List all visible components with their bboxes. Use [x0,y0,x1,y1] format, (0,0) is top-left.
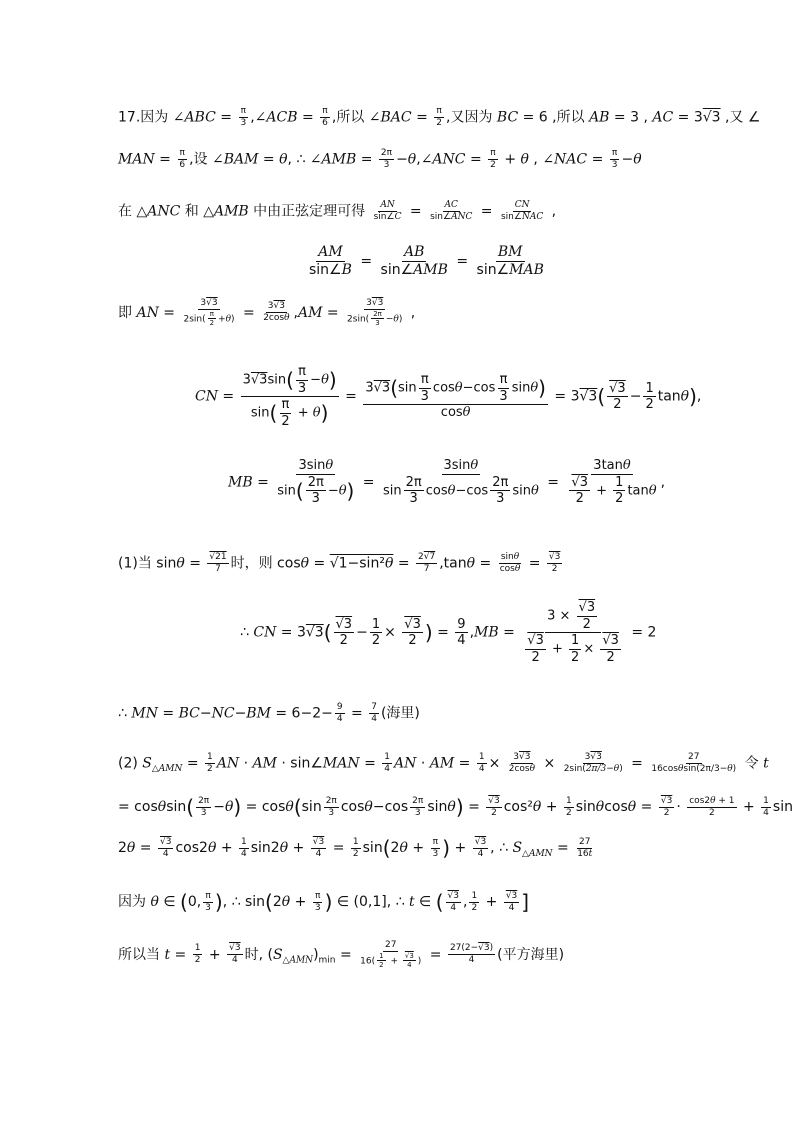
line-6: CN = 3√3sin( $\frac{\pi}{3}$ −θ) sin( $\frac{\pi}{2}$ + θ) = 3√3(sin $\frac{\pi}{3}$ cosθ−cos $\frac{\pi}{3}$ sinθ) cosθ = 3√3( $\frac{√3}{2}$ − $\frac{1}{2}$ tanθ), [195,364,702,429]
line-1: 17.因为 ∠ABC = $\frac{\pi}{3}$ ,∠ACB = $\frac{\pi}{6}$ ,所以 ∠BAC = $\frac{\pi}{2}$ ,又因为 BC = 6 ,所以 AB = 3 , AC = 3√3 ,又 ∠ [118,106,761,128]
unit-nautical-mile: 海里 [386,705,415,722]
line-10: ∴ MN = BC−NC−BM = 6−2− $\frac{9}{4}$ = $\frac{7}{4}$ (海里) [118,702,420,724]
line-9: ∴ CN = 3√3( $\frac{√3}{2}$ − $\frac{1}{2}$ × $\frac{√3}{2}$ ) = $\frac{9}{4}$ ,MB = 3 × $\frac{√3}{2}$ $\frac{√3}{2}$ + $\frac{1}{2}$ × $\frac{√3}{2}$ = 2 [240,600,657,665]
line-3: 在 △ANC 和 △AMB 中由正弦定理可得 $\frac{AN}{\sin\angle C}$ = $\frac{AC}{\text{sin∠ANC}}$ = $\frac{CN}{\text{sin∠NAC}}$ , [118,200,557,222]
line-14: 因为 θ ∈ (0, $\frac{\pi}{3}$ ), ∴ sin(2θ + $\frac{\pi}{3}$ ) ∈ (0,1], ∴ t ∈ ( $\frac{√3}{4}$ , $\frac{1}{2}$ + $\frac{√3}{4}$ ] [118,890,530,914]
line-5: 即 AN = 3√3 2sin( $\frac{\pi}{2}$ +θ) = $\frac{3√3}{2\cos\theta}$ ,AM = 3√3 2sin( $\frac{2\pi}{3}$ −θ) , [118,298,416,328]
line-11: (2) $S_{\triangle AMN}$ = $\frac{1}{2}$ AN · AM · sin∠MAN = $\frac{1}{4}$ AN · AM = $\frac{1}{4}$ × $\frac{3√3}{2\cos\theta}$ × $\frac{3√3}{2\sin(2\pi/3-\theta)}$ = $\frac{27}{16\cos\theta\sin(2\pi/3-\theta)}$ 令 t [118,752,769,775]
line-2: MAN = $\frac{\pi}{6}$ ,设 ∠BAM = θ, ∴ ∠AMB = $\frac{2\pi}{3}$ −θ,∠ANC = $\frac{\pi}{2}$ + θ , ∠NAC = $\frac{\pi}{3}$ −θ [118,148,642,170]
line-4: $\frac{AM}{\sin\angle B}$ = $\frac{AB}{\text{sin∠AMB}}$ = $\frac{BM}{\text{sin∠MAB}}$ [309,244,544,278]
unit-square-nautical-mile: 平方海里 [502,946,559,963]
problem-number: 17. [118,109,141,126]
line-7: MB = 3sinθ sin( $\frac{2\pi}{3}$ −θ) = 3sinθ sin $\frac{2\pi}{3}$ cosθ−cos $\frac{2\pi}{3}$ sinθ = 3tanθ $\frac{√3}{2}$ + $\frac{1}{2}$ tanθ , [228,458,666,507]
line-12: = cosθsin( $\frac{2\pi}{3}$ −θ) = cosθ(sin $\frac{2\pi}{3}$ cosθ−cos $\frac{2\pi}{3}$ sinθ) = $\frac{√3}{2}$ cos²θ + $\frac{1}{2}$ sinθcosθ = $\frac{√3}{2}$ · $\frac{\cos 2\theta + 1}{2}$ + $\frac{1}{4}$ sin [118,795,793,819]
line-13: 2θ = $\frac{√3}{4}$ cos2θ + $\frac{1}{4}$ sin2θ + $\frac{√3}{4}$ = $\frac{1}{2}$ sin(2θ + $\frac{\pi}{3}$ ) + $\frac{√3}{4}$ , ∴ $S_{\triangle AMN}$ = $\frac{27}{16t}$ [118,836,593,860]
line-8: (1)当 sinθ = $\frac{√21}{7}$ 时，则 cosθ = √1−sin²θ = $\frac{2√7}{7}$ ,tanθ = $\frac{\sin\theta}{\cos\theta}$ = $\frac{√3}{2}$ [118,552,561,574]
line-15: 所以当 t = $\frac{1}{2}$ + $\frac{√3}{4}$ 时, $(S_{\triangle AMN})_{min}$ = 27 16( $\frac{1}{2}$ + $\frac{√3}{4}$ ) = $\frac{27(2-√3)}{4}$ (平方海里) [118,940,565,970]
